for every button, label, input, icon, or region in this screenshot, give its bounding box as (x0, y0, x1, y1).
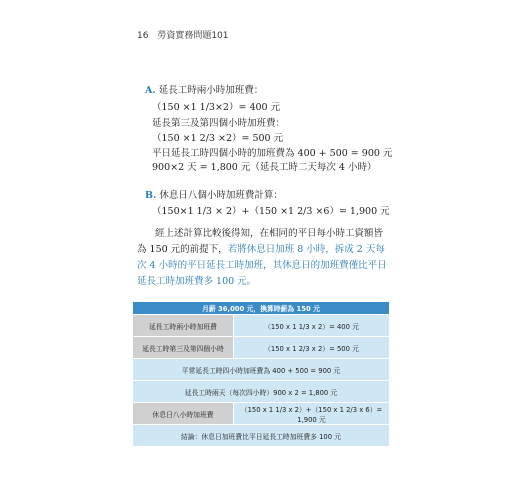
page-number: 16 (137, 31, 149, 41)
section-a-heading (145, 82, 263, 96)
section-a-summary: 平日延長工時四個小時的加班費為 400 + 500 = 900 元 (152, 148, 393, 159)
section-b-heading (145, 187, 283, 201)
summary-table (132, 301, 390, 447)
section-a-label: A. (145, 85, 156, 96)
section-b-label: B. (145, 190, 157, 201)
book-title: 勞資實務問題101 (157, 31, 229, 41)
row-2-label: 延長工時第三及第四個小時 (133, 337, 234, 359)
section-b-title: 休息日八個小時加班費計算： (159, 190, 283, 201)
row-6-conclusion: 結論：休息日加班費比平日延長工時加班費多 100 元 (133, 425, 390, 447)
paragraph-normal-text: 經上述計算比較後得知，在相同的平日每小時工資額皆為 150 元的前提下， (137, 228, 384, 255)
section-b-calc: （150×1 1/3 × 2）+（150 ×1 2/3 ×6）= 1,900 元 (152, 206, 390, 217)
page-header (137, 28, 229, 41)
section-a-total: 900×2 天 = 1,800 元（延長工時二天每次 4 小時） (152, 162, 377, 173)
row-4-summary: 延長工時兩天（每次四小時）900 x 2 = 1,800 元 (133, 381, 390, 403)
section-a-calc-1: （150 ×1 1/3×2）= 400 元 (152, 102, 281, 113)
section-a-title: 延長工時兩小時加班費： (158, 85, 264, 96)
table-header: 月薪 36,000 元，換算時薪為 150 元 (133, 302, 390, 315)
row-2-value: （150 x 1 2/3 x 2）= 500 元 (234, 337, 390, 359)
conclusion-paragraph (137, 226, 391, 290)
section-a-calc-2: （150 ×1 2/3 ×2）= 500 元 (152, 133, 284, 144)
section-a-subtitle: 延長第三及第四個小時加班費： (152, 118, 286, 129)
row-1-value: （150 x 1 1/3 x 2）= 400 元 (234, 315, 390, 337)
row-1-label: 延長工時兩小時加班費 (133, 315, 234, 337)
paragraph-highlight-text: 若將休息日加班 8 小時，拆成 2 天每次 4 小時的平日延長工時加班，其休息日的加班費僅比平日延長工時加班費多 100 元。 (137, 244, 387, 287)
row-5-label: 休息日八小時加班費 (133, 403, 234, 425)
row-3-summary: 平常延長工時四小時加班費為 400 + 500 = 900 元 (133, 359, 390, 381)
row-5-value: （150 x 1 1/3 x 2）+（150 x 1 2/3 x 6）= 1,900 元 (234, 403, 390, 425)
